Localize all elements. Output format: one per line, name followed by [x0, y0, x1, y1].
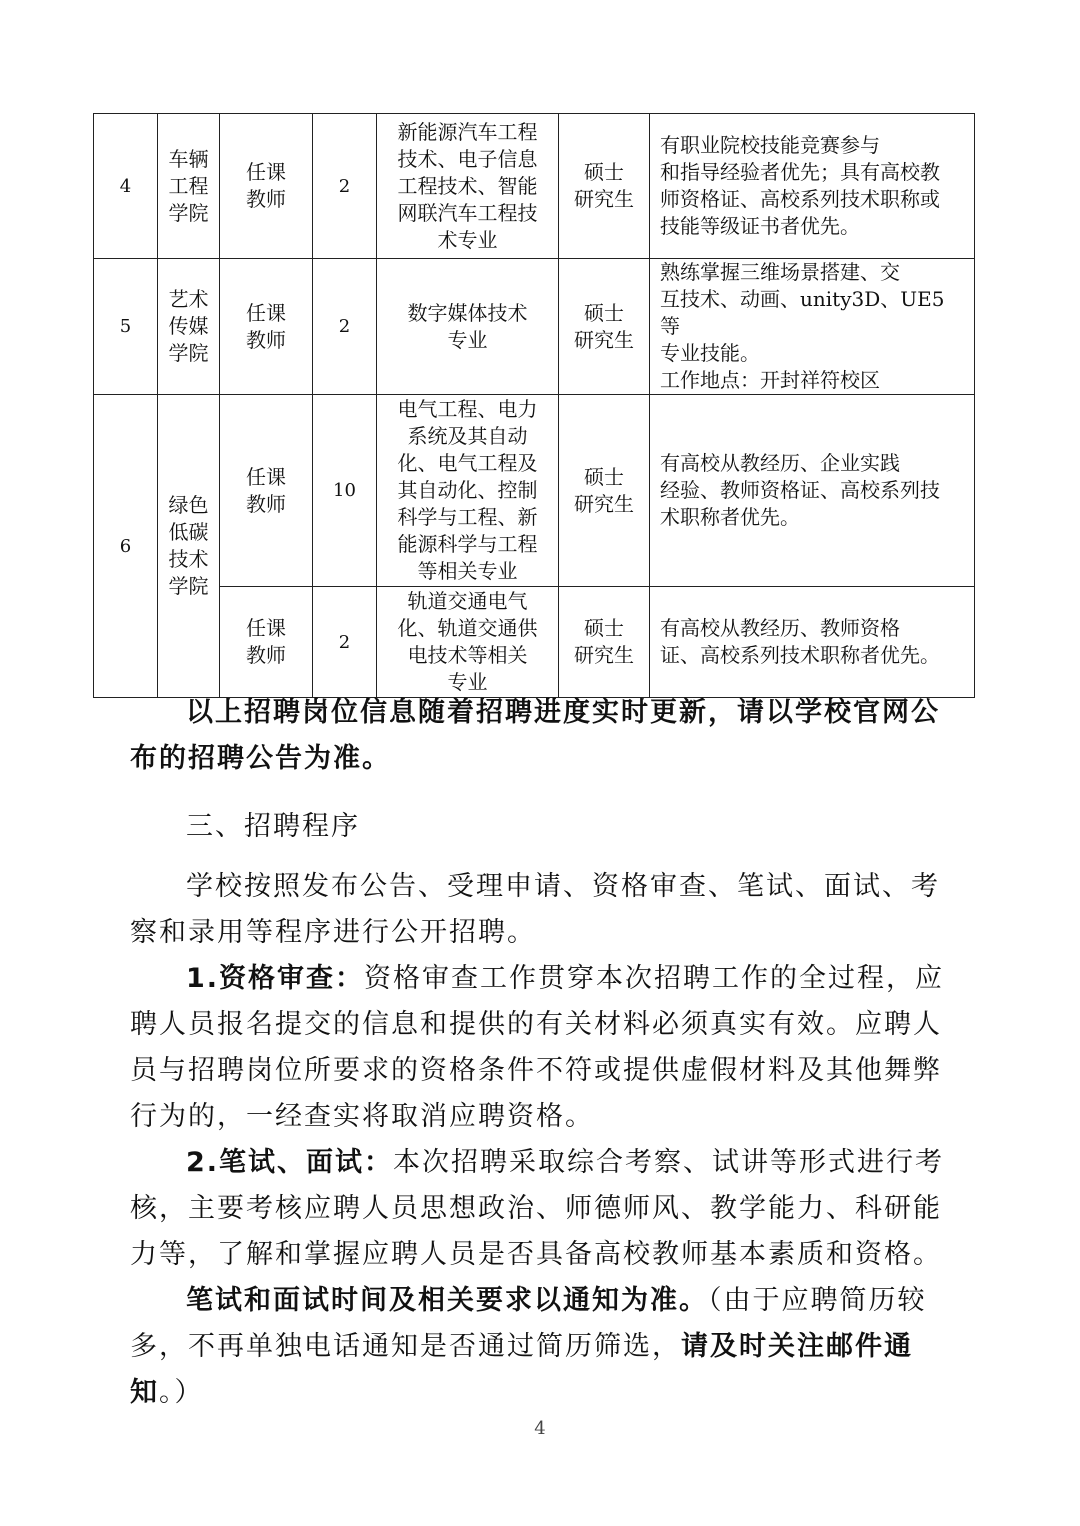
major-cell: 新能源汽车工程 技术、电子信息 工程技术、智能 网联汽车工程技 术专业: [377, 114, 559, 259]
requirement-cell: 有高校从教经历、企业实践 经验、教师资格证、高校系列技 术职称者优先。: [650, 395, 975, 587]
college-cell: 艺术 传媒 学院: [158, 259, 220, 395]
final-bold: 笔试和面试时间及相关要求以通知为准。: [186, 1285, 708, 1316]
degree-cell: 硕士 研究生: [559, 259, 650, 395]
college-cell: 车辆 工程 学院: [158, 114, 220, 259]
count-cell: 2: [313, 114, 377, 259]
position-cell: 任课 教师: [220, 587, 313, 698]
requirement-cell: 熟练掌握三维场景搭建、交 互技术、动画、unity3D、UE5 等 专业技能。 工作地点：开封祥符校区: [650, 259, 975, 395]
table-row: [94, 395, 975, 587]
position-cell: 任课 教师: [220, 259, 313, 395]
major-cell: 轨道交通电气 化、轨道交通供 电技术等相关 专业: [377, 587, 559, 698]
section-intro: 学校按照发布公告、受理申请、资格审查、笔试、面试、考察和录用等程序进行公开招聘。: [130, 871, 940, 948]
final-bold-2: 请及时关注邮件通知: [130, 1331, 913, 1408]
final-plain: （由于应聘简历较多，不再单独电话通知是否通过简历筛选，: [130, 1285, 927, 1362]
degree-cell: 硕士 研究生: [559, 114, 650, 259]
count-cell: 2: [313, 587, 377, 698]
position-cell: 任课 教师: [220, 114, 313, 259]
count-cell: 2: [313, 259, 377, 395]
college-cell: 绿色 低碳 技术 学院: [158, 395, 220, 698]
final-end: 。）: [159, 1377, 204, 1408]
major-cell: 电气工程、电力 系统及其自动 化、电气工程及 其自动化、控制 科学与工程、新 能源科学与工程 等相关专业: [377, 395, 559, 587]
degree-cell: 硕士 研究生: [559, 587, 650, 698]
final-note: [130, 1278, 950, 1416]
row-number: 4: [94, 114, 158, 259]
section-3: [130, 804, 950, 1416]
item-2-label: 2.笔试、面试：: [186, 1147, 394, 1178]
requirement-cell: 有高校从教经历、教师资格 证、高校系列技术职称者优先。: [650, 587, 975, 698]
notice-paragraph: [130, 690, 950, 782]
table-row: [94, 587, 975, 698]
position-cell: 任课 教师: [220, 395, 313, 587]
requirement-cell: 有职业院校技能竞赛参与 和指导经验者优先；具有高校教 师资格证、高校系列技术职称或 技能等级证书者优先。: [650, 114, 975, 259]
table-row: [94, 114, 975, 259]
row-number: 5: [94, 259, 158, 395]
notice-text: 以上招聘岗位信息随着招聘进度实时更新，请以学校官网公布的招聘公告为准。: [130, 697, 940, 774]
item-1-label: 1.资格审查：: [186, 963, 365, 994]
count-cell: 10: [313, 395, 377, 587]
degree-cell: 硕士 研究生: [559, 395, 650, 587]
major-cell: 数字媒体技术 专业: [377, 259, 559, 395]
item-1: [130, 956, 950, 1140]
row-number: 6: [94, 395, 158, 698]
item-2: [130, 1140, 950, 1278]
section-heading: 三、招聘程序: [186, 811, 360, 842]
table-row: [94, 259, 975, 395]
recruitment-table: [93, 113, 975, 698]
page-number: 4: [534, 1418, 546, 1439]
item-2-text: 本次招聘采取综合考察、试讲等形式进行考核，主要考核应聘人员思想政治、师德师风、教学能力、科研能力等，了解和掌握应聘人员是否具备高校教师基本素质和资格。: [130, 1147, 945, 1270]
item-1-text: 资格审查工作贯穿本次招聘工作的全过程，应聘人员报名提交的信息和提供的有关材料必须真实有效。应聘人员与招聘岗位所要求的资格条件不符或提供虚假材料及其他舞弊行为的，一经查实将取消应聘资格。: [130, 963, 945, 1132]
